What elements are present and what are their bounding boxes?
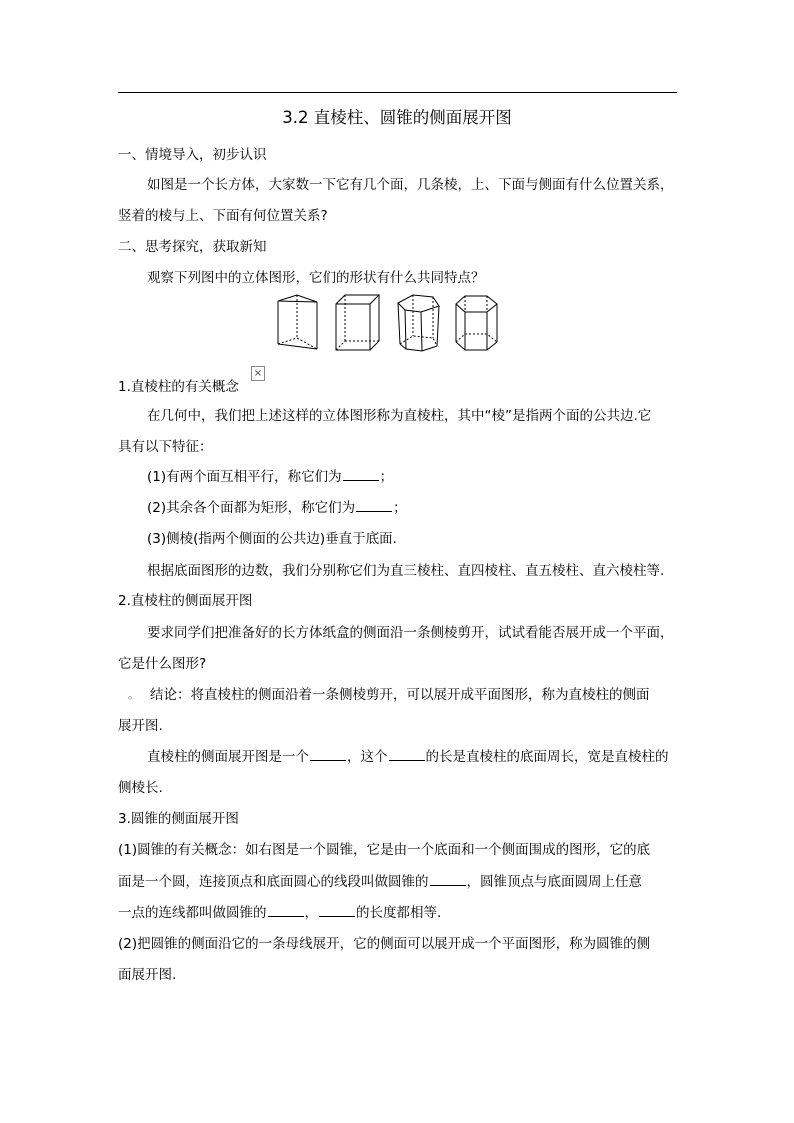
subsection-3-paragraph-1-line-1: (1)圆锥的有关概念：如右图是一个圆锥，它是由一个底面和一个侧面围成的图形，它的底 — [118, 842, 651, 858]
subsection-3-paragraph-1-line-3 — [118, 904, 441, 922]
text-segment: ， — [304, 905, 318, 921]
fill-in-blank — [268, 904, 304, 917]
subsection-3-paragraph-2-line-2: 面展开图. — [118, 967, 177, 983]
fill-in-blank — [389, 748, 425, 761]
feature-1-end: ； — [379, 469, 394, 485]
pentagonal-prism-figure — [395, 292, 443, 354]
conclusion-line-2: 展开图. — [118, 718, 163, 734]
fill-in-blank — [310, 748, 346, 761]
page-title: 3.2 直棱柱、圆锥的侧面展开图 — [282, 108, 512, 127]
fill-in-blank — [430, 873, 466, 886]
text-segment: 的长是直棱柱的底面周长，宽是直棱柱的 — [425, 749, 669, 765]
feature-2 — [147, 499, 407, 517]
triangular-prism-figure — [275, 292, 321, 354]
subsection-2-paragraph-line-2: 它是什么图形? — [118, 656, 207, 672]
subsection-1-paragraph-2: 根据底面图形的边数，我们分别称它们为直三棱柱、直四棱柱、直五棱柱、直六棱柱等. — [147, 563, 665, 579]
feature-2-text: (2)其余各个面都为矩形，称它们为 — [147, 500, 356, 516]
section-1-paragraph-line-2: 竖着的棱与上、下面有何位置关系? — [118, 208, 328, 224]
broken-image-icon: × — [251, 366, 265, 381]
stray-mark: 。 — [128, 688, 139, 701]
subsection-1-paragraph-line-2: 具有以下特征： — [118, 439, 213, 455]
text-segment: 的长度都相等. — [356, 905, 442, 921]
text-segment: ，这个 — [347, 749, 388, 765]
subsection-2-heading: 2.直棱柱的侧面展开图 — [118, 593, 253, 609]
prism-figures — [275, 292, 500, 354]
feature-2-end: ； — [393, 500, 407, 516]
hexagonal-prism-figure — [453, 292, 500, 354]
text-segment: 一点的连线都叫做圆锥的 — [118, 905, 267, 921]
text-segment: ，圆锥顶点与底面圆周上任意 — [466, 874, 642, 890]
feature-1-text: (1)有两个面互相平行，称它们为 — [147, 469, 342, 485]
subsection-1-heading: 1.直棱柱的有关概念 — [118, 379, 239, 395]
fill-in-blank — [343, 468, 379, 481]
conclusion-line-1: 结论：将直棱柱的侧面沿着一条侧棱剪开，可以展开成平面图形，称为直棱柱的侧面 — [150, 687, 650, 703]
subsection-2-paragraph-line-1: 要求同学们把准备好的长方体纸盒的侧面沿一条侧棱剪开，试试看能否展开成一个平面， — [147, 625, 674, 641]
subsection-2-paragraph-2-line-1 — [147, 748, 669, 766]
subsection-1-paragraph-line-1: 在几何中，我们把上述这样的立体图形称为直棱柱，其中“棱”是指两个面的公共边.它 — [147, 408, 652, 424]
text-segment: 面是一个圆，连接顶点和底面圆心的线段叫做圆锥的 — [118, 874, 429, 890]
rectangular-prism-figure — [333, 292, 381, 354]
header-rule — [118, 92, 677, 93]
fill-in-blank — [356, 499, 392, 512]
text-segment: 直棱柱的侧面展开图是一个 — [147, 749, 309, 765]
fill-in-blank — [319, 904, 355, 917]
subsection-3-heading: 3.圆锥的侧面展开图 — [118, 811, 239, 827]
section-2-intro: 观察下列图中的立体图形，它们的形状有什么共同特点？ — [147, 270, 485, 286]
subsection-2-paragraph-2-line-2: 侧棱长. — [118, 780, 163, 796]
feature-1 — [147, 468, 393, 486]
subsection-3-paragraph-1-line-2 — [118, 873, 642, 891]
section-1-heading: 一、情境导入，初步认识 — [118, 147, 267, 163]
feature-3: (3)侧棱(指两个侧面的公共边)垂直于底面. — [147, 531, 397, 547]
section-1-paragraph-line-1: 如图是一个长方体，大家数一下它有几个面，几条棱，上、下面与侧面有什么位置关系， — [147, 177, 674, 193]
section-2-heading: 二、思考探究，获取新知 — [118, 239, 267, 255]
subsection-3-paragraph-2-line-1: (2)把圆锥的侧面沿它的一条母线展开，它的侧面可以展开成一个平面图形，称为圆锥的侧 — [118, 936, 651, 952]
